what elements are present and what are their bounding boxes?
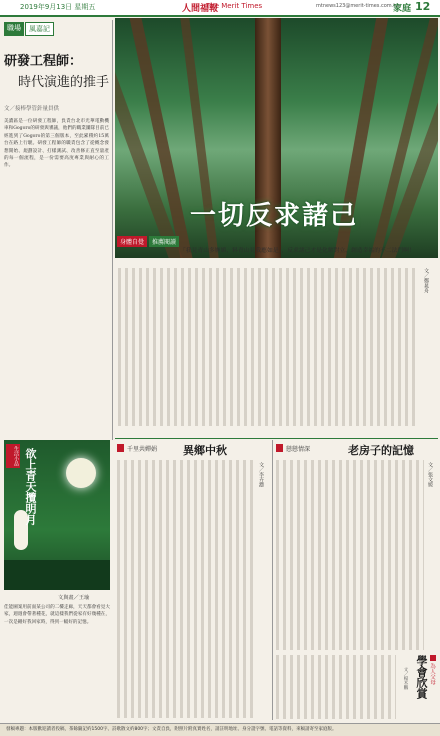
bottom-left-text-block (117, 460, 255, 718)
main-article-tags (117, 236, 179, 247)
parenting-section: 為人父母 (429, 663, 435, 685)
parenting-text-block (276, 655, 396, 719)
section-name: 家庭 (393, 4, 412, 14)
ground-shape (4, 560, 110, 590)
footer-text: 發稿專題：本版歡迎讀者投稿，茶餘隨記約1500字、詩歌散文約800字；文責自負，附照片附真實姓名，請註明地址、身分證字號、電話等資料，來稿請寄至家庭版。 (6, 727, 337, 732)
page-number: 12 (415, 0, 431, 13)
parenting-byline: 文／楊木鵬 (403, 667, 408, 690)
moon-article-headline: 欲上青天攬明月 (24, 448, 37, 525)
column-divider (112, 20, 113, 440)
bottom-right-body (276, 460, 438, 650)
left-article-headline-1: 研發工程師： (4, 54, 83, 69)
left-article-body: 美濃區是一位研發工程師，負責台北市光華電動機車和Gogoro的研發與審議，他們的職業團隊目前已經進到了Gogoro的第三個版本，至此累積約15萬台在路上行駛。研發工程師的職責包含了從概念發想開始、規劃設計、打樣測試、改善修正直至量產的每一個流程，是一份需要高度專業與耐心的工作。 (4, 119, 109, 169)
left-article-tag2: 風嘉記 (25, 22, 54, 36)
bottom-left-section: 千里共嬋娟 (127, 446, 158, 453)
main-article-body (118, 268, 436, 426)
column-divider (272, 440, 273, 720)
main-article-tag1: 身體自覺 (117, 236, 147, 247)
bottom-right-headline: 老房子的記憶 (348, 444, 414, 457)
main-article-byline: 文／鄭晁舟 (423, 268, 429, 293)
left-article-byline: 文／接棒學管針量員供 (4, 106, 60, 112)
section-red-marker (276, 444, 283, 452)
moon-icon (66, 458, 96, 488)
moon-article-byline: 文與畫／王瑜 (58, 595, 90, 601)
left-article (4, 22, 109, 442)
left-article-tag1: 職場 (4, 22, 24, 36)
bottom-right-text-block (276, 460, 424, 650)
bottom-left-byline: 文／李卉濃 (258, 462, 264, 487)
parenting-headline: 學會欣賞 (415, 655, 428, 699)
newspaper-header (0, 0, 440, 17)
section-red-marker (430, 655, 436, 661)
parenting-article (400, 655, 438, 719)
section-red-marker (117, 444, 124, 452)
bottom-left-body (117, 460, 269, 718)
main-headline: 一切反求諸己 (190, 201, 359, 231)
moon-article-body: 佳能圖案用前面某公司的二樓走廊，天天都會看見大家，週週會帶著種花，就這樣我們從家有好幾種在，一次是剛好我回家時，得到一幅好的記憶。 (4, 605, 110, 625)
newspaper-logo: 人間福報 (182, 4, 219, 14)
newspaper-logo-en: The Merit Times (206, 2, 263, 10)
main-article-tag2: 推薦閱讀 (149, 236, 179, 247)
footer-notice (0, 723, 440, 736)
main-article-text-block (118, 268, 418, 426)
bottom-right-section: 戀戀情深 (286, 446, 311, 453)
section-divider (115, 438, 438, 439)
issue-date: 2019年9月13日 星期五 (20, 3, 96, 11)
main-quote: 「我見青山多嫵媚，料青山見我應如是」，反求諸己才是化解對立、創造幸福的不二法門啊！ (180, 248, 415, 254)
bottom-left-headline: 異鄉中秋 (183, 444, 227, 457)
life-sidebar-tag: 生活小品 (6, 444, 20, 468)
contact-email: mtnews123@merit-times.com.tw (316, 3, 400, 9)
left-article-headline-2: 時代演進的推手 (18, 75, 110, 90)
bottom-left-header (117, 442, 269, 457)
bottom-right-header (276, 442, 438, 457)
bottom-right-byline: 文／張文媛 (427, 462, 433, 487)
